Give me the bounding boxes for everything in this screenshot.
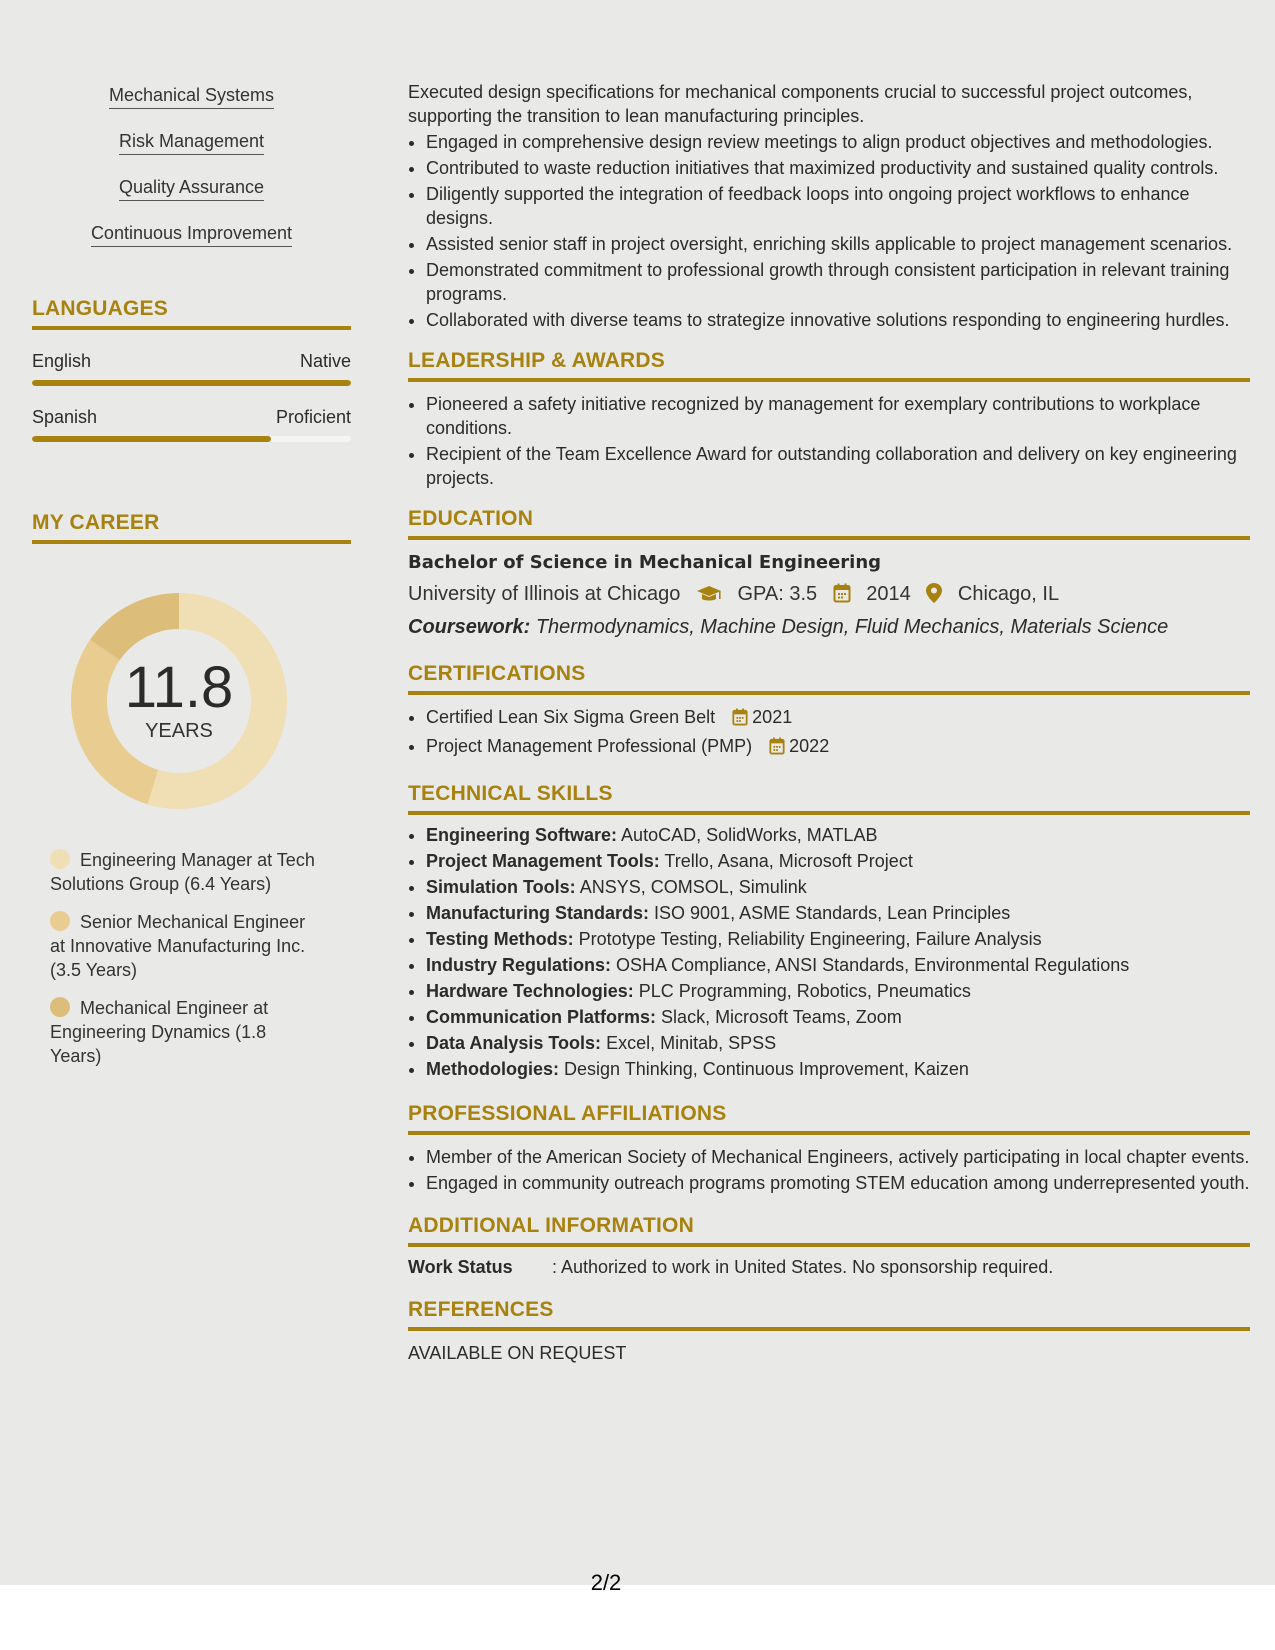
certification-name: Certified Lean Six Sigma Green Belt <box>426 707 716 727</box>
technical-skill-item <box>426 1031 1250 1055</box>
languages-section <box>32 296 351 442</box>
career-section <box>32 510 351 1068</box>
education-degree: Bachelor of Science in Mechanical Engineering <box>408 552 882 573</box>
career-legend-item <box>50 848 322 896</box>
education-title: EDUCATION <box>408 506 1250 540</box>
affiliations-title: PROFESSIONAL AFFILIATIONS <box>408 1101 1250 1135</box>
skill-tag: Continuous Improvement <box>91 222 292 247</box>
experience-summary: Executed design specifications for mechanical components crucial to successful project outcomes, supporting the transition to lean manufacturing principles. <box>408 82 1193 126</box>
career-legend-item <box>50 996 322 1068</box>
technical-skill-item <box>426 927 1250 951</box>
references-section <box>408 1297 1250 1364</box>
certifications-section <box>408 661 1250 761</box>
education-section <box>408 506 1250 641</box>
career-total-years: 11.8 <box>124 655 234 720</box>
affiliations-section <box>408 1101 1250 1195</box>
language-name: English <box>32 351 92 371</box>
language-bar <box>32 436 351 442</box>
language-bar-fill <box>32 380 351 386</box>
additional-title: ADDITIONAL INFORMATION <box>408 1213 1250 1247</box>
career-donut <box>64 586 294 816</box>
certification-name: Project Management Professional (PMP) <box>426 736 753 756</box>
experience-bullet: • Diligently supported the integration of feedback loops into ongoing project workflows to enhance designs. <box>426 182 1250 230</box>
certifications-title: CERTIFICATIONS <box>408 661 1250 695</box>
left-column <box>32 84 351 1082</box>
language-bar-fill <box>32 436 271 442</box>
certification-year: 2022 <box>789 736 830 756</box>
education-location: Chicago, IL <box>957 583 1060 605</box>
skill-values: Prototype Testing, Reliability Engineering, Failure Analysis <box>578 929 1042 949</box>
technical-skill-item <box>426 979 1250 1003</box>
skill-tag: Mechanical Systems <box>109 84 274 109</box>
technical-skill-item <box>426 901 1250 925</box>
education-school: University of Illinois at Chicago <box>408 583 681 605</box>
skill-category: Project Management Tools: <box>426 851 660 871</box>
leadership-bullet: • Recipient of the Team Excellence Award for outstanding collaboration and delivery on key engineering projects. <box>426 442 1250 490</box>
language-level: Proficient <box>275 407 351 427</box>
skill-category: Industry Regulations: <box>426 955 612 975</box>
technical-skill-item <box>426 849 1250 873</box>
legend-dot-icon <box>50 911 70 931</box>
technical-skill-item <box>426 1057 1250 1081</box>
skill-category: Communication Platforms: <box>426 1007 657 1027</box>
technical-skills-title: TECHNICAL SKILLS <box>408 781 1250 815</box>
experience-bullet: • Engaged in comprehensive design review meetings to align product objectives and methodologies. <box>426 130 1250 154</box>
technical-skill-item <box>426 823 1250 847</box>
skill-values: PLC Programming, Robotics, Pneumatics <box>638 981 971 1001</box>
language-level: Native <box>299 351 351 371</box>
work-status-row <box>408 1255 1250 1279</box>
skill-values: Excel, Minitab, SPSS <box>606 1033 777 1053</box>
skill-tag: Risk Management <box>119 130 264 155</box>
career-title: MY CAREER <box>32 510 351 544</box>
coursework-label: Coursework: <box>408 616 531 638</box>
skill-values: Trello, Asana, Microsoft Project <box>664 851 913 871</box>
language-bar <box>32 380 351 386</box>
skill-values: Slack, Microsoft Teams, Zoom <box>661 1007 902 1027</box>
experience-bullet: • Assisted senior staff in project oversight, enriching skills applicable to project management scenarios. <box>426 232 1250 256</box>
legend-dot-icon <box>50 997 70 1017</box>
location-pin-icon <box>926 583 942 611</box>
skill-category: Engineering Software: <box>426 825 618 845</box>
skill-category: Data Analysis Tools: <box>426 1033 602 1053</box>
language-item <box>32 350 351 386</box>
skills-list <box>32 84 351 268</box>
technical-skills-section <box>408 781 1250 1081</box>
work-status-value: : Authorized to work in United States. No sponsorship required. <box>552 1257 1054 1277</box>
skill-values: Design Thinking, Continuous Improvement, Kaizen <box>564 1059 969 1079</box>
skill-category: Methodologies: <box>426 1059 559 1079</box>
career-legend <box>32 848 322 1068</box>
career-legend-item <box>50 910 322 982</box>
skill-category: Simulation Tools: <box>426 877 576 897</box>
education-gpa: GPA: 3.5 <box>737 583 818 605</box>
technical-skill-item <box>426 1005 1250 1029</box>
experience-bullet: • Collaborated with diverse teams to strategize innovative solutions responding to engineering hurdles. <box>426 308 1250 332</box>
skill-values: ANSYS, COMSOL, Simulink <box>579 877 807 897</box>
technical-skill-item <box>426 953 1250 977</box>
leadership-section <box>408 348 1250 490</box>
affiliation-bullet: • Member of the American Society of Mechanical Engineers, actively participating in local chapter events. <box>426 1145 1250 1169</box>
right-column <box>408 80 1250 1364</box>
career-legend-label: Engineering Manager at Tech Solutions Group (6.4 Years) <box>50 850 315 894</box>
education-year: 2014 <box>866 583 911 605</box>
leadership-title: LEADERSHIP & AWARDS <box>408 348 1250 382</box>
skill-values: AutoCAD, SolidWorks, MATLAB <box>621 825 878 845</box>
career-legend-label: Mechanical Engineer at Engineering Dynamics (1.8 Years) <box>50 998 269 1066</box>
additional-section <box>408 1213 1250 1279</box>
graduation-cap-icon <box>696 583 722 611</box>
skill-tag: Quality Assurance <box>119 176 264 201</box>
calendar-icon <box>833 583 851 611</box>
career-legend-label: Senior Mechanical Engineer at Innovative Manufacturing Inc. (3.5 Years) <box>50 912 306 980</box>
coursework-text: Thermodynamics, Machine Design, Fluid Mechanics, Materials Science <box>535 616 1169 638</box>
language-name: Spanish <box>32 407 98 427</box>
skill-category: Testing Methods: <box>426 929 574 949</box>
experience-section <box>408 80 1250 332</box>
calendar-icon <box>769 737 785 761</box>
legend-dot-icon <box>50 849 70 869</box>
education-details <box>408 580 1250 611</box>
technical-skill-item <box>426 875 1250 899</box>
languages-title: LANGUAGES <box>32 296 351 330</box>
education-coursework <box>408 613 1250 641</box>
skill-category: Manufacturing Standards: <box>426 903 650 923</box>
skill-values: ISO 9001, ASME Standards, Lean Principles <box>654 903 1011 923</box>
experience-bullet: • Demonstrated commitment to professional growth through consistent participation in relevant training programs. <box>426 258 1250 306</box>
page-number: 2/2 <box>590 1570 622 1595</box>
certification-item <box>426 734 1250 761</box>
work-status-key: Work Status <box>408 1257 513 1277</box>
certification-year: 2021 <box>752 707 793 727</box>
references-text: AVAILABLE ON REQUEST <box>408 1343 627 1363</box>
leadership-bullet: • Pioneered a safety initiative recognized by management for exemplary contributions to workplace conditions. <box>426 392 1250 440</box>
skill-category: Hardware Technologies: <box>426 981 634 1001</box>
references-title: REFERENCES <box>408 1297 1250 1331</box>
calendar-icon <box>732 708 748 732</box>
affiliation-bullet: • Engaged in community outreach programs promoting STEM education among underrepresented youth. <box>426 1171 1250 1195</box>
experience-bullet: • Contributed to waste reduction initiatives that maximized productivity and sustained quality controls. <box>426 156 1250 180</box>
certification-item <box>426 705 1250 732</box>
career-total-unit: YEARS <box>145 720 213 742</box>
skill-values: OSHA Compliance, ANSI Standards, Environmental Regulations <box>616 955 1130 975</box>
language-item <box>32 406 351 442</box>
